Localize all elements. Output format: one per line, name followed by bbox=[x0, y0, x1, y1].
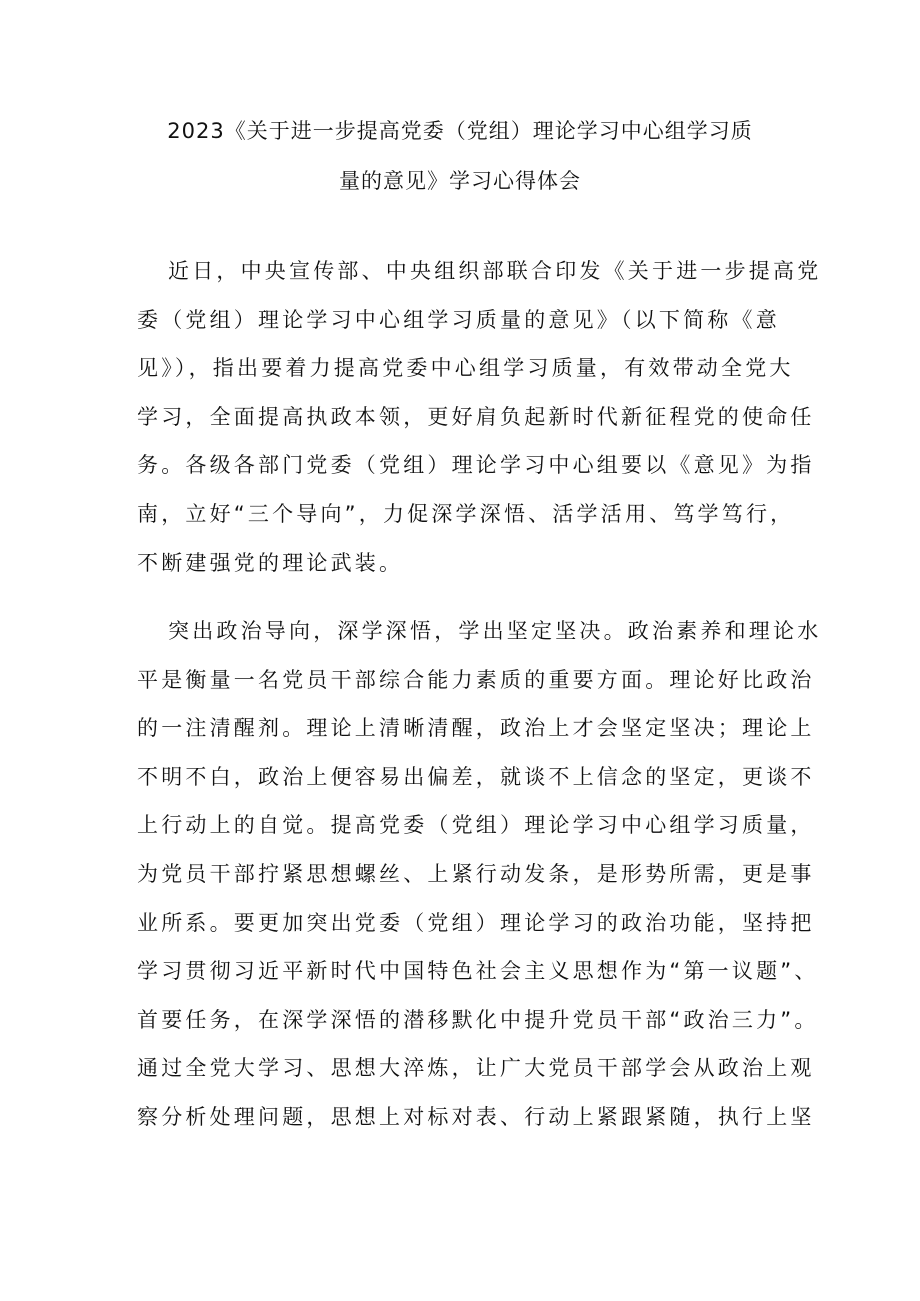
paragraph-line: 委（党组）理论学习中心组学习质量的意见》（以下简称《意 bbox=[137, 307, 780, 332]
paragraph-line: 南，立好“三个导向”，力促深学深悟、活学活用、笃学笃行， bbox=[137, 501, 795, 526]
paragraph-line: 见》），指出要着力提高党委中心组学习质量，有效带动全党大 bbox=[137, 356, 794, 381]
paragraph-line: 察分析处理问题，思想上对标对表、行动上紧跟紧随，执行上坚 bbox=[137, 1104, 815, 1129]
paragraph-line: 业所系。要更加突出党委（党组）理论学习的政治功能，坚持把 bbox=[137, 910, 815, 935]
paragraph-line: 平是衡量一名党员干部综合能力素质的重要方面。理论好比政治 bbox=[137, 667, 815, 692]
paragraph-line: 首要任务，在深学深悟的潜移默化中提升党员干部“政治三力”。 bbox=[137, 1007, 819, 1032]
paragraph-line: 的一注清醒剂。理论上清晰清醒，政治上才会坚定坚决；理论上 bbox=[137, 716, 815, 741]
paragraph-line: 通过全党大学习、思想大淬炼，让广大党员干部学会从政治上观 bbox=[137, 1056, 815, 1081]
paragraph-line: 不明不白，政治上便容易出偏差，就谈不上信念的坚定，更谈不 bbox=[137, 764, 815, 789]
paragraph-line: 为党员干部拧紧思想螺丝、上紧行动发条，是形势所需，更是事 bbox=[137, 861, 815, 886]
paragraph-line: 上行动上的自觉。提高党委（党组）理论学习中心组学习质量， bbox=[137, 813, 815, 838]
paragraph-line: 学习，全面提高执政本领，更好肩负起新时代新征程党的使命任 bbox=[137, 404, 815, 429]
document-title-line-1: 2023《关于进一步提高党委（党组）理论学习中心组学习质 bbox=[167, 119, 753, 143]
paragraph-line: 突出政治导向，深学深悟，学出坚定坚决。政治素养和理论水 bbox=[168, 619, 822, 643]
paragraph-1 bbox=[137, 247, 822, 587]
paragraph-line: 务。各级各部门党委（党组）理论学习中心组要以《意见》为指 bbox=[137, 453, 815, 478]
paragraph-line: 不断建强党的理论武装。 bbox=[137, 550, 404, 575]
paragraph-2 bbox=[137, 607, 822, 1142]
document-title-line-2: 量的意见》学习心得体会 bbox=[339, 169, 581, 193]
paragraph-line: 近日，中央宣传部、中央组织部联合印发《关于进一步提高党 bbox=[168, 259, 822, 283]
paragraph-line: 学习贯彻习近平新时代中国特色社会主义思想作为“第一议题”、 bbox=[137, 959, 819, 984]
